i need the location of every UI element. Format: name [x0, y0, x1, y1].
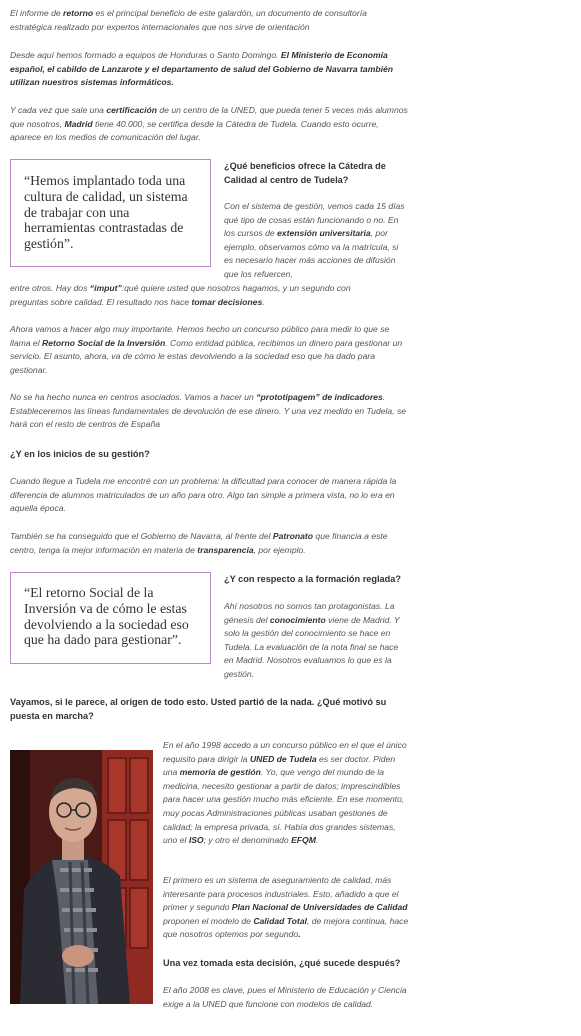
text: . [262, 296, 265, 307]
text: . Yo, que vengo del mundo de la medicina, necesito gestionar a partir de datos; imprescindibles para hacer una gestión mucho más eficiente. En ese momento, muy pocas Administraciones públicas usaban gestiones de calidad; la empresa privada, sí. Había dos grandes sistemas, uno el [163, 767, 405, 846]
text: tiene 40.000, se certifica desde la Cátedra de Tudela. Cuando esto ocurre, aparece en los medios de comunicación del lugar. [10, 118, 379, 143]
pull-quote-1: “Hemos implantado toda una cultura de calidad, un sistema de trabajar con una herramientas contrastadas de gestión”. [24, 173, 188, 252]
text: ; y otro el denominado [203, 835, 292, 846]
bold-text: Madrid [64, 118, 93, 129]
question-beneficios: ¿Qué beneficios ofrece la Cátedra de Calidad al centro de Tudela? [224, 161, 386, 185]
bold-text: Retorno Social de la Inversión [42, 337, 166, 348]
paragraph-retorno-social [10, 323, 410, 377]
text: es el principal beneficio de este galardón, un documento de consultoría estratégica realizado por expertos internacionales que nos sirve de orientación [10, 8, 367, 32]
bold-text: “prototipagem” de indicadores [256, 392, 383, 402]
text: de un centro de la UNED, que pueda tener 5 veces más alumnos que nosotros, [10, 105, 408, 129]
paragraph-2008: El año 2008 es clave, pues el Ministerio de Educación y Ciencia exige a la UNED que funcione con modelos de calidad. [163, 985, 407, 1009]
text: viene de Madrid. Y solo la gestión del conocimiento se hace en Tudela. La evaluación de la nota final se hace en Madrid. Nosotros evaluamos lo que es la gestión. [224, 614, 400, 679]
paragraph-1998 [163, 739, 408, 848]
text: Ahí nosotros no somos tan protagonistas. La génesis del [224, 601, 395, 625]
bold-text: “imput” [89, 283, 122, 293]
bold-text: EFQM [291, 835, 316, 846]
text: No se ha hecho nunca en centros asociados. Vamos a hacer un [10, 392, 257, 402]
text: , por ejemplo, observamos cómo va la matrícula, si es necesario hacer más acciones de difusión que los refuercen, [224, 228, 399, 279]
bold-text: extensión universitaria [277, 228, 371, 239]
bold-text: . [298, 929, 301, 940]
text: . [315, 835, 319, 846]
question-origen: Vayamos, si le parece, al origen de todo esto. Usted partió de la nada. ¿Qué motivó su puesta en marcha? [10, 697, 387, 721]
question-inicios: ¿Y en los inicios de su gestión? [10, 449, 150, 459]
text: También se ha conseguido que el Gobierno de Navarra, al frente del [10, 531, 273, 541]
question-despues: Una vez tomada esta decisión, ¿qué sucede después? [163, 958, 401, 968]
text: proponen el modelo de [163, 915, 254, 926]
text: , por ejemplo. [253, 544, 306, 555]
bold-text: Plan Nacional de Universidades de Calidad [231, 902, 408, 913]
bold-text: retorno [63, 8, 94, 18]
portrait-photo [10, 750, 153, 1004]
bold-text: El Ministerio de Economía español, el cabildo de Lanzarote y el departamento de salud del Gobierno de Navarra también utilizan nuestros sistemas informáticos. [10, 50, 394, 88]
paragraph-protagonistas [224, 600, 410, 682]
bold-text: transparencia [197, 544, 254, 555]
paragraph-tudela-problema: Cuando llegue a Tudela me encontré con un problema: la dificultad para conocer de manera rápida la diferencia de alumnos matriculados de un año para otro. Algo tan simple a primera vista, no lo era en aquella época. [10, 476, 397, 514]
bold-text: UNED de Tudela [249, 753, 317, 764]
paragraph-sistema-gestion [224, 200, 408, 282]
portrait-illustration [10, 750, 153, 1004]
text: Ahora vamos a hacer algo muy importante. Hemos hecho un concurso público para medir lo que se llama el [10, 324, 390, 348]
pull-quote-2: “El retorno Social de la Inversión va de cómo le estas devolviendo a la sociedad eso que ha dado para gestionar”. [24, 585, 189, 648]
paragraph-imput [10, 282, 390, 309]
text: que financia a este centro, tenga la mejor información en materia de [10, 531, 388, 555]
text: En el año 1998 accedo a un concurso público en el que el único requisito para dirigir la [163, 740, 407, 764]
paragraph-patronato [10, 530, 410, 557]
text: entre otros. Hay dos [10, 283, 90, 293]
bold-text: Calidad Total [253, 915, 307, 926]
bold-text: memoria de gestión [179, 767, 261, 778]
text: :qué quiere usted que nosotros hagamos, y un segundo con preguntas sobre calidad. El resultado nos hace [10, 283, 351, 307]
text: Y cada vez que sale una [10, 105, 107, 115]
text: es ser doctor. Piden una [163, 753, 396, 778]
paragraph-retorno [10, 7, 400, 34]
question-formacion-reglada: ¿Y con respecto a la formación reglada? [224, 574, 401, 584]
text: , de mejora continua, hace que nosotros optemos por segundo [163, 915, 409, 940]
text: . Como entidad pública, recibimos un dinero para gestionar un servicio. El asunto, ahora, va de cómo le estas devolviendo a la sociedad eso que ha dado para gestionar. [10, 337, 403, 375]
text: Desde aquí hemos formado a equipos de Honduras o Santo Domingo. [10, 50, 281, 60]
bold-text: conocimiento [269, 614, 326, 625]
paragraph-aseguramiento [163, 874, 409, 942]
paragraph-formados [10, 49, 397, 90]
text: El informe de [10, 8, 64, 18]
paragraph-certificacion [10, 104, 410, 145]
bold-text: ISO [188, 835, 204, 846]
text: Con el sistema de gestión, vemos cada 15 días qué tipo de cosas están funcionando o no. En los cursos de [224, 201, 405, 239]
text: . Estableceremos las líneas fundamentales de devolución de ese dinero. Y una vez medido en Tudela, se hará con el resto de centros de España [10, 392, 407, 430]
bold-text: Patronato [272, 531, 314, 541]
paragraph-prototipagem [10, 391, 410, 432]
bold-text: certificación [106, 105, 157, 115]
bold-text: tomar decisiones [191, 296, 263, 307]
text: El primero es un sistema de aseguramiento de calidad, más interesante para procesos industriales. Esto, añadido a que el primer y segundo [163, 875, 399, 913]
